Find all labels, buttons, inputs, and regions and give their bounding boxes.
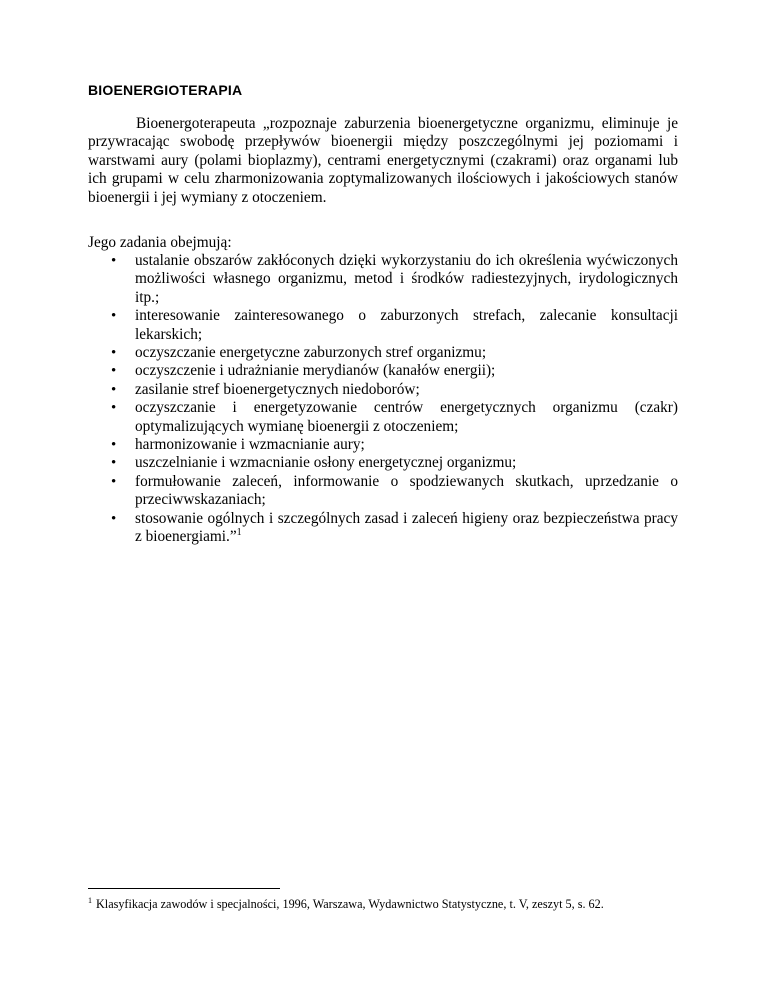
list-item	[111, 344, 678, 362]
list-item-text: oczyszczanie energetyczne zaburzonych stref organizmu;	[135, 344, 487, 362]
list-item-text: formułowanie zaleceń, informowanie o spodziewanych skutkach, uprzedzanie o przeciwwskazaniach;	[135, 472, 678, 509]
list-item	[111, 473, 678, 510]
list-item	[111, 454, 678, 472]
list-item	[111, 436, 678, 454]
bullet-icon: •	[111, 363, 117, 380]
bullet-icon: •	[111, 473, 117, 490]
page-title: BIOENERGIOTERAPIA	[88, 82, 243, 98]
list-item	[111, 399, 678, 436]
list-item-text: oczyszczenie i udrażnianie merydianów (kanałów energii);	[135, 362, 496, 380]
bullet-icon: •	[111, 400, 117, 417]
bullet-icon: •	[111, 510, 117, 527]
footnote-divider	[88, 888, 280, 889]
footnote-text: Klasyfikacja zawodów i specjalności, 1996, Warszawa, Wydawnictwo Statystyczne, t. V, zeszyt 5, s. 62.	[96, 897, 604, 911]
list-item	[111, 510, 678, 547]
intro-paragraph: Bioenergoterapeuta „rozpoznaje zaburzenia bioenergetyczne organizmu, eliminuje je przywracając swobodę przepływów bioenergii między poszczególnymi jej poziomami i warstwami aury (polami bioplazmy), centrami energetycznymi (czakrami) oraz organami lub ich grupami w celu zharmonizowania zoptymalizowanych ilościowych i jakościowych stanów bioenergii i jej wymiany z otoczeniem.	[88, 115, 678, 206]
bullet-icon: •	[111, 381, 117, 398]
bullet-icon: •	[111, 308, 117, 325]
list-item-text: oczyszczanie i energetyzowanie centrów energetycznych organizmu (czakr) optymalizujących wymianę bioenergii z otoczeniem;	[135, 399, 678, 435]
list-item	[111, 307, 678, 344]
list-item-text: zasilanie stref bioenergetycznych niedoborów;	[135, 380, 420, 398]
footnote-mark: 1	[88, 895, 92, 905]
tasks-heading: Jego zadania obejmują:	[88, 234, 232, 251]
list-item	[111, 252, 678, 307]
bullet-icon: •	[111, 455, 117, 472]
bullet-icon: •	[111, 437, 117, 454]
footnote-reference[interactable]: 1	[236, 527, 242, 538]
footnote	[88, 897, 728, 912]
bullet-icon: •	[111, 345, 117, 362]
list-item-text: uszczelnianie i wzmacnianie osłony energetycznej organizmu;	[135, 454, 517, 472]
list-item	[111, 362, 678, 380]
list-item-text: harmonizowanie i wzmacnianie aury;	[135, 436, 365, 454]
bullet-icon: •	[111, 253, 117, 269]
list-item	[111, 381, 678, 399]
task-list	[88, 252, 678, 547]
list-item-text: ustalanie obszarów zakłóconych dzięki wykorzystaniu do ich określenia wyćwiczonych możliwości własnego organizmu, metod i środków radiestezyjnych, irydologicznych itp.;	[135, 252, 678, 306]
list-item-text: interesowanie zainteresowanego o zaburzonych strefach, zalecanie konsultacji lekarskich;	[135, 307, 678, 343]
list-item-text: stosowanie ogólnych i szczególnych zasad i zaleceń higieny oraz bezpieczeństwa pracy z bioenergiami.”	[135, 509, 678, 546]
